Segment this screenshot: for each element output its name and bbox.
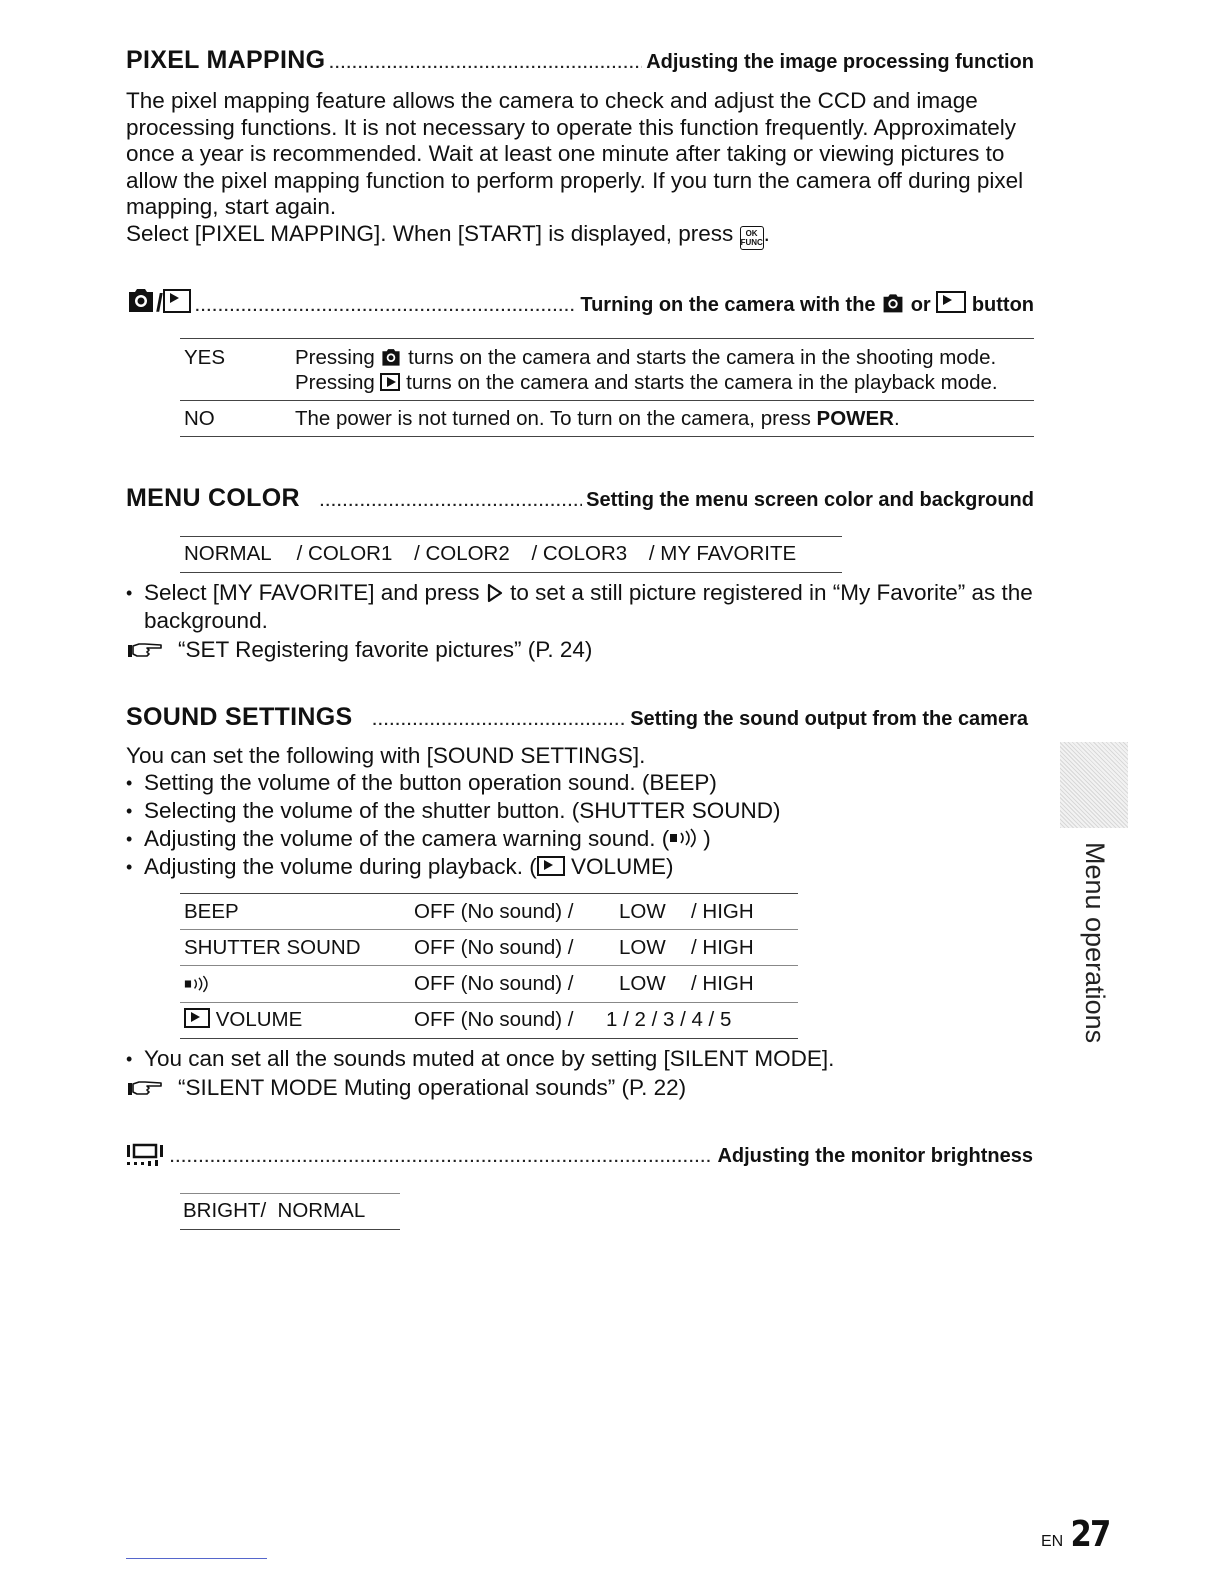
desc-text: Pressing xyxy=(295,371,375,394)
bullet-text: Adjusting the volume of the camera warning sound. ( xyxy=(144,826,670,851)
select-text: Select [PIXEL MAPPING]. When [START] is displayed, press xyxy=(126,220,734,246)
speaker-icon xyxy=(184,975,214,993)
power-button-desc xyxy=(580,291,1034,317)
play-icon xyxy=(380,373,400,391)
desc-or: or xyxy=(910,294,931,316)
row-high: / HIGH xyxy=(691,936,754,959)
row-off: OFF (No sound) / xyxy=(414,1008,574,1031)
speaker-icon xyxy=(669,828,703,848)
monitor-brightness-title xyxy=(126,1140,166,1169)
reference-text: “SILENT MODE Muting operational sounds” (P. 22) xyxy=(178,1075,687,1100)
camera-icon xyxy=(380,347,402,367)
select-instruction xyxy=(126,221,1046,250)
desc-end: button xyxy=(971,294,1034,316)
leader-dots xyxy=(320,493,582,510)
table-rule xyxy=(180,1038,798,1039)
sound-table xyxy=(184,900,804,1044)
monitor-brightness-desc: Adjusting the monitor brightness xyxy=(717,1145,1033,1167)
ok-func-button-icon xyxy=(740,226,764,250)
camera-icon xyxy=(881,292,905,314)
ok-label: OK xyxy=(745,228,758,238)
row-off: OFF (No sound) / xyxy=(414,900,574,923)
bullet-text: to set a still picture registered in “My Favorite” as the xyxy=(510,580,1033,605)
row-key: SHUTTER SOUND xyxy=(184,936,361,959)
monitor-brightness-icon xyxy=(126,1142,166,1168)
sound-reference xyxy=(126,1075,686,1101)
sound-note xyxy=(126,1045,1046,1073)
power-key-label: POWER xyxy=(816,407,894,430)
row-off: OFF (No sound) / xyxy=(414,936,574,959)
row-off: OFF (No sound) / xyxy=(414,972,574,995)
leader-dots xyxy=(170,1149,713,1166)
pixel-mapping-title: PIXEL MAPPING xyxy=(126,46,326,74)
menu-color-heading xyxy=(126,484,1034,513)
table-rule xyxy=(180,400,1034,401)
menu-color-note xyxy=(126,579,1046,635)
menu-color-desc: Setting the menu screen color and background xyxy=(586,489,1034,511)
table-rule xyxy=(180,572,842,573)
table-rule xyxy=(180,893,798,894)
option-my-favorite: / MY FAVORITE xyxy=(648,542,797,565)
body-line: The pixel mapping feature allows the camera to check and adjust the CCD and image xyxy=(126,88,978,113)
row-key: BEEP xyxy=(184,900,239,923)
power-button-title xyxy=(126,286,191,318)
option-desc xyxy=(295,406,900,431)
body-line: mapping, start again. xyxy=(126,194,337,219)
right-arrow-icon xyxy=(486,583,504,603)
page-lang: EN xyxy=(1041,1533,1064,1550)
desc-text: The power is not turned on. To turn on the camera, press xyxy=(295,407,811,430)
row-levels: 1 / 2 / 3 / 4 / 5 xyxy=(606,1008,732,1031)
body-line: allow the pixel mapping function to perform properly. If you turn the camera off during pixel xyxy=(126,167,1024,193)
option-color1: / COLOR1 xyxy=(296,542,393,565)
play-icon xyxy=(936,291,966,313)
pixel-mapping-desc: Adjusting the image processing function xyxy=(646,51,1034,73)
row-key xyxy=(184,1008,302,1032)
table-rule xyxy=(180,536,842,537)
page-number xyxy=(1041,1514,1113,1555)
row-low: LOW xyxy=(619,972,666,995)
body-line: processing functions. It is not necessary to operate this function frequently. Approximately xyxy=(126,114,1017,140)
list-item: • You can set all the sounds muted at once by setting [SILENT MODE]. xyxy=(126,1045,1046,1073)
page-num: 27 xyxy=(1070,1514,1110,1555)
monitor-options: BRIGHT/ NORMAL xyxy=(183,1199,366,1222)
func-label: FUNC xyxy=(740,237,763,247)
bullet-text: Select [MY FAVORITE] and press xyxy=(144,580,480,605)
body-line: once a year is recommended. Wait at least one minute after taking or viewing pictures to xyxy=(126,141,1005,166)
desc-text: turns on the camera and starts the camera in the playback mode. xyxy=(406,371,998,394)
section-tab-marker xyxy=(1060,742,1128,828)
table-rule xyxy=(180,965,798,966)
title-separator: / xyxy=(156,289,164,317)
reference-text: “SET Registering favorite pictures” (P. 24) xyxy=(178,637,593,662)
desc-text: turns on the camera and starts the camera in the shooting mode. xyxy=(408,346,997,369)
power-button-heading xyxy=(126,286,1034,318)
leader-dots xyxy=(195,298,576,315)
bullet-text: Adjusting the volume during playback. ( xyxy=(144,854,537,879)
list-item xyxy=(126,853,1046,881)
table-rule xyxy=(180,1002,798,1003)
play-icon xyxy=(537,856,565,876)
table-rule xyxy=(180,929,798,930)
table-rule xyxy=(180,338,1034,339)
side-section-label xyxy=(1072,842,1112,1057)
list-item: • Selecting the volume of the shutter button. (SHUTTER SOUND) xyxy=(126,797,1046,825)
menu-color-reference xyxy=(126,637,592,663)
option-key: YES xyxy=(184,346,226,369)
monitor-brightness-heading xyxy=(126,1140,1033,1169)
sound-settings-heading xyxy=(126,703,1028,732)
bullet-text: VOLUME) xyxy=(570,854,674,879)
row-low: LOW xyxy=(619,900,666,923)
bullet-text: background. xyxy=(144,608,268,633)
list-item xyxy=(126,579,1046,635)
leader-dots xyxy=(329,55,642,72)
desc-text: Pressing xyxy=(295,346,375,369)
select-end: . xyxy=(763,220,770,246)
camera-icon xyxy=(126,286,156,314)
footer-rule xyxy=(126,1558,267,1559)
option-desc xyxy=(295,345,998,395)
option-color2: / COLOR2 xyxy=(414,542,510,565)
row-low: LOW xyxy=(619,936,666,959)
table-rule xyxy=(180,436,1034,437)
option-key: NO xyxy=(184,407,215,430)
sound-settings-intro: You can set the following with [SOUND SETTINGS]. xyxy=(126,743,646,768)
leader-dots xyxy=(372,712,626,729)
sound-settings-list xyxy=(126,769,1046,881)
play-icon xyxy=(163,289,191,313)
menu-color-title: MENU COLOR xyxy=(126,484,300,512)
row-high: / HIGH xyxy=(691,972,754,995)
option-color3: / COLOR3 xyxy=(531,542,628,565)
row-high: / HIGH xyxy=(691,900,754,923)
bullet-text: ) xyxy=(703,826,711,851)
table-row xyxy=(184,936,804,972)
pixel-mapping-heading xyxy=(126,46,1034,75)
list-item: • Setting the volume of the button operation sound. (BEEP) xyxy=(126,769,1046,797)
desc-text: Turning on the camera with the xyxy=(580,294,876,316)
row-key-text: VOLUME xyxy=(215,1008,303,1031)
pixel-mapping-body xyxy=(126,88,1046,250)
list-item xyxy=(126,825,1046,853)
side-label-text: Menu operations xyxy=(1080,842,1110,1044)
table-row xyxy=(184,900,804,936)
table-rule xyxy=(180,1229,400,1230)
reference-hand-icon xyxy=(126,640,166,660)
desc-end: . xyxy=(893,407,900,430)
table-rule xyxy=(180,1193,400,1194)
reference-hand-icon xyxy=(126,1078,166,1098)
play-icon xyxy=(184,1008,210,1028)
option-normal: NORMAL xyxy=(184,542,271,565)
sound-settings-title: SOUND SETTINGS xyxy=(126,703,353,731)
sound-settings-desc: Setting the sound output from the camera xyxy=(630,708,1028,730)
menu-color-options xyxy=(184,542,796,566)
